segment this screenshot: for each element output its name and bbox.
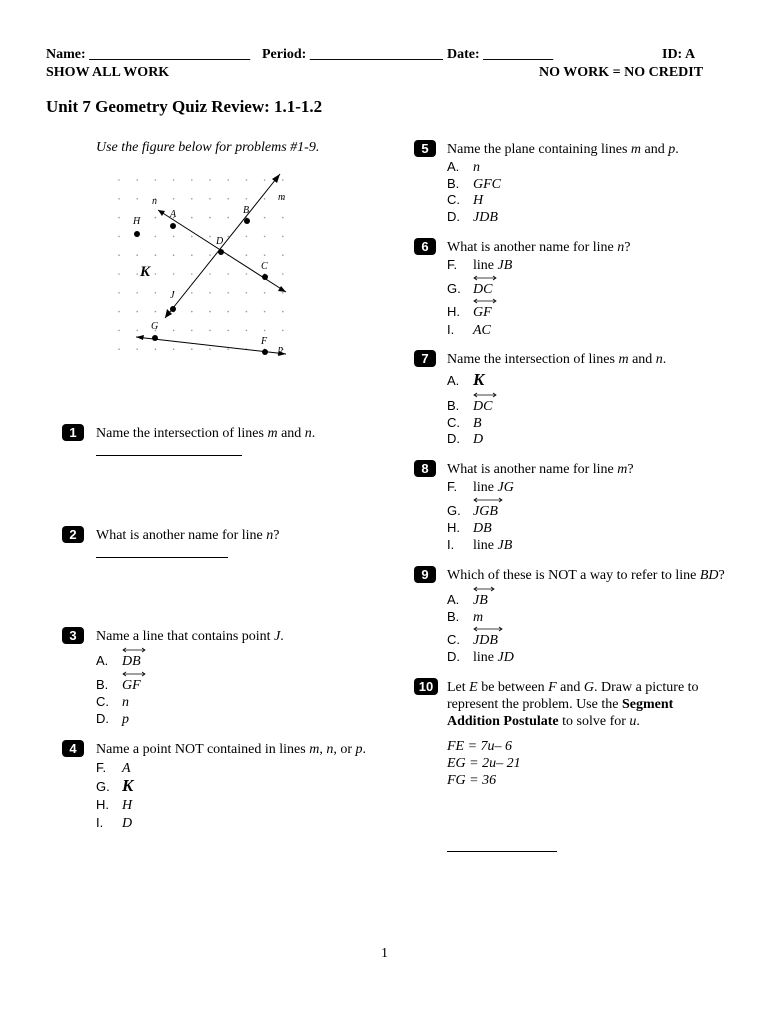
- q4-option-g[interactable]: G. K: [96, 776, 134, 795]
- q3-option-c[interactable]: C. n: [96, 694, 129, 710]
- q6-option-i[interactable]: I. AC: [447, 322, 491, 338]
- q8-option-i[interactable]: I. line JB: [447, 537, 513, 553]
- point-d: [218, 249, 224, 255]
- grid-dot: [227, 292, 229, 294]
- q7-option-b[interactable]: B. DC: [447, 397, 492, 415]
- grid-dot: [282, 236, 284, 238]
- point-j: [170, 306, 176, 312]
- question-5-badge: 5: [414, 140, 436, 157]
- point-a: [170, 223, 176, 229]
- line-symbol: JB: [473, 592, 488, 609]
- q5-option-c[interactable]: C. H: [447, 192, 484, 208]
- grid-dot: [246, 254, 248, 256]
- q9-option-d[interactable]: D. line JD: [447, 649, 514, 665]
- label-k: K: [140, 264, 151, 280]
- grid-dot: [227, 311, 229, 313]
- question-6-badge: 6: [414, 238, 436, 255]
- grid-dot: [173, 330, 175, 332]
- grid-dot: [136, 292, 138, 294]
- grid-dot: [118, 292, 120, 294]
- grid-dot: [264, 179, 266, 181]
- grid-dot: [191, 198, 193, 200]
- grid-dot: [264, 292, 266, 294]
- question-10-line-1: Let E be between F and G. Draw a picture to: [447, 680, 699, 695]
- date-field: Date: __________: [447, 47, 554, 62]
- grid-dot: [118, 254, 120, 256]
- q3-option-a[interactable]: A. DB: [96, 652, 141, 670]
- question-1-badge: 1: [62, 424, 84, 441]
- point-c: [262, 274, 268, 280]
- label-c: C: [261, 261, 268, 272]
- grid-dot: [136, 198, 138, 200]
- grid-dot: [173, 254, 175, 256]
- grid-dot: [209, 348, 211, 350]
- grid-dot: [155, 292, 157, 294]
- q4-option-h[interactable]: H. H: [96, 797, 133, 813]
- grid-dot: [282, 179, 284, 181]
- grid-dot: [282, 254, 284, 256]
- grid-dot: [209, 179, 211, 181]
- label-h: H: [133, 216, 141, 227]
- question-9-text: Which of these is NOT a way to refer to line BD?: [447, 568, 725, 583]
- point-h: [134, 231, 140, 237]
- grid-dot: [227, 217, 229, 219]
- label-f: F: [261, 336, 268, 347]
- grid-dot: [209, 273, 211, 275]
- label-d: D: [216, 236, 224, 247]
- q3-option-d[interactable]: D. p: [96, 711, 129, 727]
- grid-dot: [191, 348, 193, 350]
- grid-dot: [246, 311, 248, 313]
- q3-option-b[interactable]: B. GF: [96, 676, 141, 694]
- grid-dot: [246, 236, 248, 238]
- grid-dot: [191, 254, 193, 256]
- grid-dot: [246, 198, 248, 200]
- q5-option-d[interactable]: D. JDB: [447, 209, 498, 225]
- line-symbol: DC: [473, 281, 492, 298]
- grid-dot: [246, 179, 248, 181]
- grid-dot: [227, 198, 229, 200]
- equation-fg: FG = 36: [447, 773, 497, 788]
- question-2-badge: 2: [62, 526, 84, 543]
- q5-option-b[interactable]: B. GFC: [447, 176, 501, 192]
- q6-option-f[interactable]: F. line JB: [447, 257, 513, 273]
- q7-option-d[interactable]: D. D: [447, 431, 484, 447]
- question-3-badge: 3: [62, 627, 84, 644]
- show-work-note: SHOW ALL WORK: [46, 65, 170, 80]
- grid-dot: [209, 254, 211, 256]
- grid-dot: [155, 179, 157, 181]
- grid-dot: [118, 311, 120, 313]
- label-j: J: [170, 290, 175, 301]
- question-4-text: Name a point NOT contained in lines m, n, or p.: [96, 742, 366, 757]
- name-field: Name: _______________________: [46, 47, 251, 62]
- answer-line-10[interactable]: [447, 851, 557, 852]
- label-m: m: [278, 192, 286, 203]
- label-a: A: [170, 209, 177, 220]
- equation-eg: EG = 2u– 21: [447, 756, 521, 771]
- grid-dot: [173, 348, 175, 350]
- answer-line-1[interactable]: [96, 455, 242, 456]
- grid-dot: [209, 311, 211, 313]
- question-10-line-3: Addition Postulate to solve for u.: [447, 714, 640, 729]
- line-symbol: JDB: [473, 632, 498, 649]
- grid-dot: [246, 292, 248, 294]
- grid-dot: [191, 179, 193, 181]
- answer-line-2[interactable]: [96, 557, 228, 558]
- grid-dot: [209, 217, 211, 219]
- question-3-text: Name a line that contains point J.: [96, 629, 284, 644]
- question-6-text: What is another name for line n?: [447, 240, 631, 255]
- question-1-text: Name the intersection of lines m and n.: [96, 426, 316, 441]
- question-7-text: Name the intersection of lines m and n.: [447, 352, 667, 367]
- grid-dot: [209, 292, 211, 294]
- grid-dot: [282, 292, 284, 294]
- q7-option-c[interactable]: C. B: [447, 415, 482, 431]
- grid-dot: [173, 179, 175, 181]
- grid-dot: [191, 217, 193, 219]
- line-symbol: JGB: [473, 503, 498, 520]
- line-symbol: DB: [122, 653, 141, 670]
- grid-dot: [191, 330, 193, 332]
- grid-dot: [227, 330, 229, 332]
- page-title: Unit 7 Geometry Quiz Review: 1.1-1.2: [46, 97, 323, 116]
- q6-option-g[interactable]: G. DC: [447, 280, 492, 298]
- grid-dot: [155, 311, 157, 313]
- label-g: G: [151, 321, 159, 332]
- grid-dot: [246, 273, 248, 275]
- grid-dot: [191, 273, 193, 275]
- q5-option-a[interactable]: A. n: [447, 159, 480, 175]
- q8-option-g[interactable]: G. JGB: [447, 502, 498, 520]
- question-9-badge: 9: [414, 566, 436, 583]
- grid-dot: [209, 236, 211, 238]
- grid-dot: [136, 273, 138, 275]
- grid-dot: [118, 330, 120, 332]
- grid-dot: [173, 198, 175, 200]
- grid-dot: [191, 292, 193, 294]
- grid-dot: [264, 236, 266, 238]
- line-n-arrow-left: [158, 210, 165, 216]
- label-n: n: [152, 196, 157, 207]
- grid-dot: [118, 236, 120, 238]
- line-n-arrow-right: [278, 286, 286, 292]
- q8-option-h[interactable]: H. DB: [447, 520, 492, 536]
- point-b: [244, 218, 250, 224]
- geometry-figure: [110, 170, 310, 370]
- grid-dot: [136, 254, 138, 256]
- grid-dot: [118, 198, 120, 200]
- q4-option-i[interactable]: I. D: [96, 815, 133, 831]
- grid-dot: [264, 254, 266, 256]
- id-label: ID: A: [662, 47, 696, 62]
- q6-option-h[interactable]: H. GF: [447, 303, 492, 321]
- grid-dot: [136, 330, 138, 332]
- question-8-text: What is another name for line m?: [447, 462, 634, 477]
- grid-dot: [136, 179, 138, 181]
- question-8-badge: 8: [414, 460, 436, 477]
- q9-option-a[interactable]: A. JB: [447, 591, 488, 609]
- question-2-text: What is another name for line n?: [96, 528, 280, 543]
- period-field: Period: ___________________: [262, 47, 443, 62]
- grid-dot: [155, 348, 157, 350]
- line-symbol: GF: [473, 304, 492, 321]
- q8-option-f[interactable]: F. line JG: [447, 479, 514, 495]
- line-symbol: GF: [122, 677, 141, 694]
- point-g: [152, 335, 158, 341]
- question-10-line-2: represent the problem. Use the Segment: [447, 697, 674, 712]
- grid-dot: [246, 330, 248, 332]
- q9-option-b[interactable]: B. m: [447, 609, 484, 625]
- grid-dot: [227, 236, 229, 238]
- equation-fe: FE = 7u– 6: [447, 739, 513, 754]
- question-10-badge: 10: [414, 678, 438, 695]
- label-p: p: [278, 344, 283, 355]
- grid-dot: [155, 254, 157, 256]
- grid-dot: [191, 236, 193, 238]
- q7-option-a[interactable]: A. K: [447, 370, 485, 389]
- grid-dot: [173, 273, 175, 275]
- question-7-badge: 7: [414, 350, 436, 367]
- grid-dot: [227, 273, 229, 275]
- grid-dot: [227, 179, 229, 181]
- question-5-text: Name the plane containing lines m and p.: [447, 142, 679, 157]
- grid-dot: [155, 217, 157, 219]
- page-number: 1: [381, 946, 388, 961]
- grid-dot: [118, 217, 120, 219]
- grid-dot: [173, 236, 175, 238]
- grid-dot: [118, 179, 120, 181]
- q9-option-c[interactable]: C. JDB: [447, 631, 498, 649]
- no-work-note: NO WORK = NO CREDIT: [539, 65, 704, 80]
- grid-dot: [118, 348, 120, 350]
- line-m-arrow-top: [272, 174, 280, 183]
- line-p-arrow-left: [136, 335, 144, 340]
- grid-dot: [155, 236, 157, 238]
- grid-dot: [264, 330, 266, 332]
- grid-dot: [227, 348, 229, 350]
- question-4-badge: 4: [62, 740, 84, 757]
- grid-dot: [155, 273, 157, 275]
- point-f: [262, 349, 268, 355]
- grid-dot: [282, 330, 284, 332]
- grid-dot: [264, 311, 266, 313]
- grid-dot: [264, 198, 266, 200]
- grid-dot: [136, 311, 138, 313]
- grid-dot: [209, 330, 211, 332]
- grid-dot: [282, 273, 284, 275]
- label-b: B: [243, 205, 250, 216]
- grid-dot: [191, 311, 193, 313]
- grid-dot: [282, 217, 284, 219]
- q4-option-f[interactable]: F. A: [96, 760, 131, 776]
- grid-dot: [136, 348, 138, 350]
- line-symbol: DC: [473, 398, 492, 415]
- figure-caption: Use the figure below for problems #1-9.: [96, 140, 320, 155]
- grid-dot: [264, 217, 266, 219]
- grid-dot: [209, 198, 211, 200]
- grid-dot: [282, 311, 284, 313]
- grid-dot: [118, 273, 120, 275]
